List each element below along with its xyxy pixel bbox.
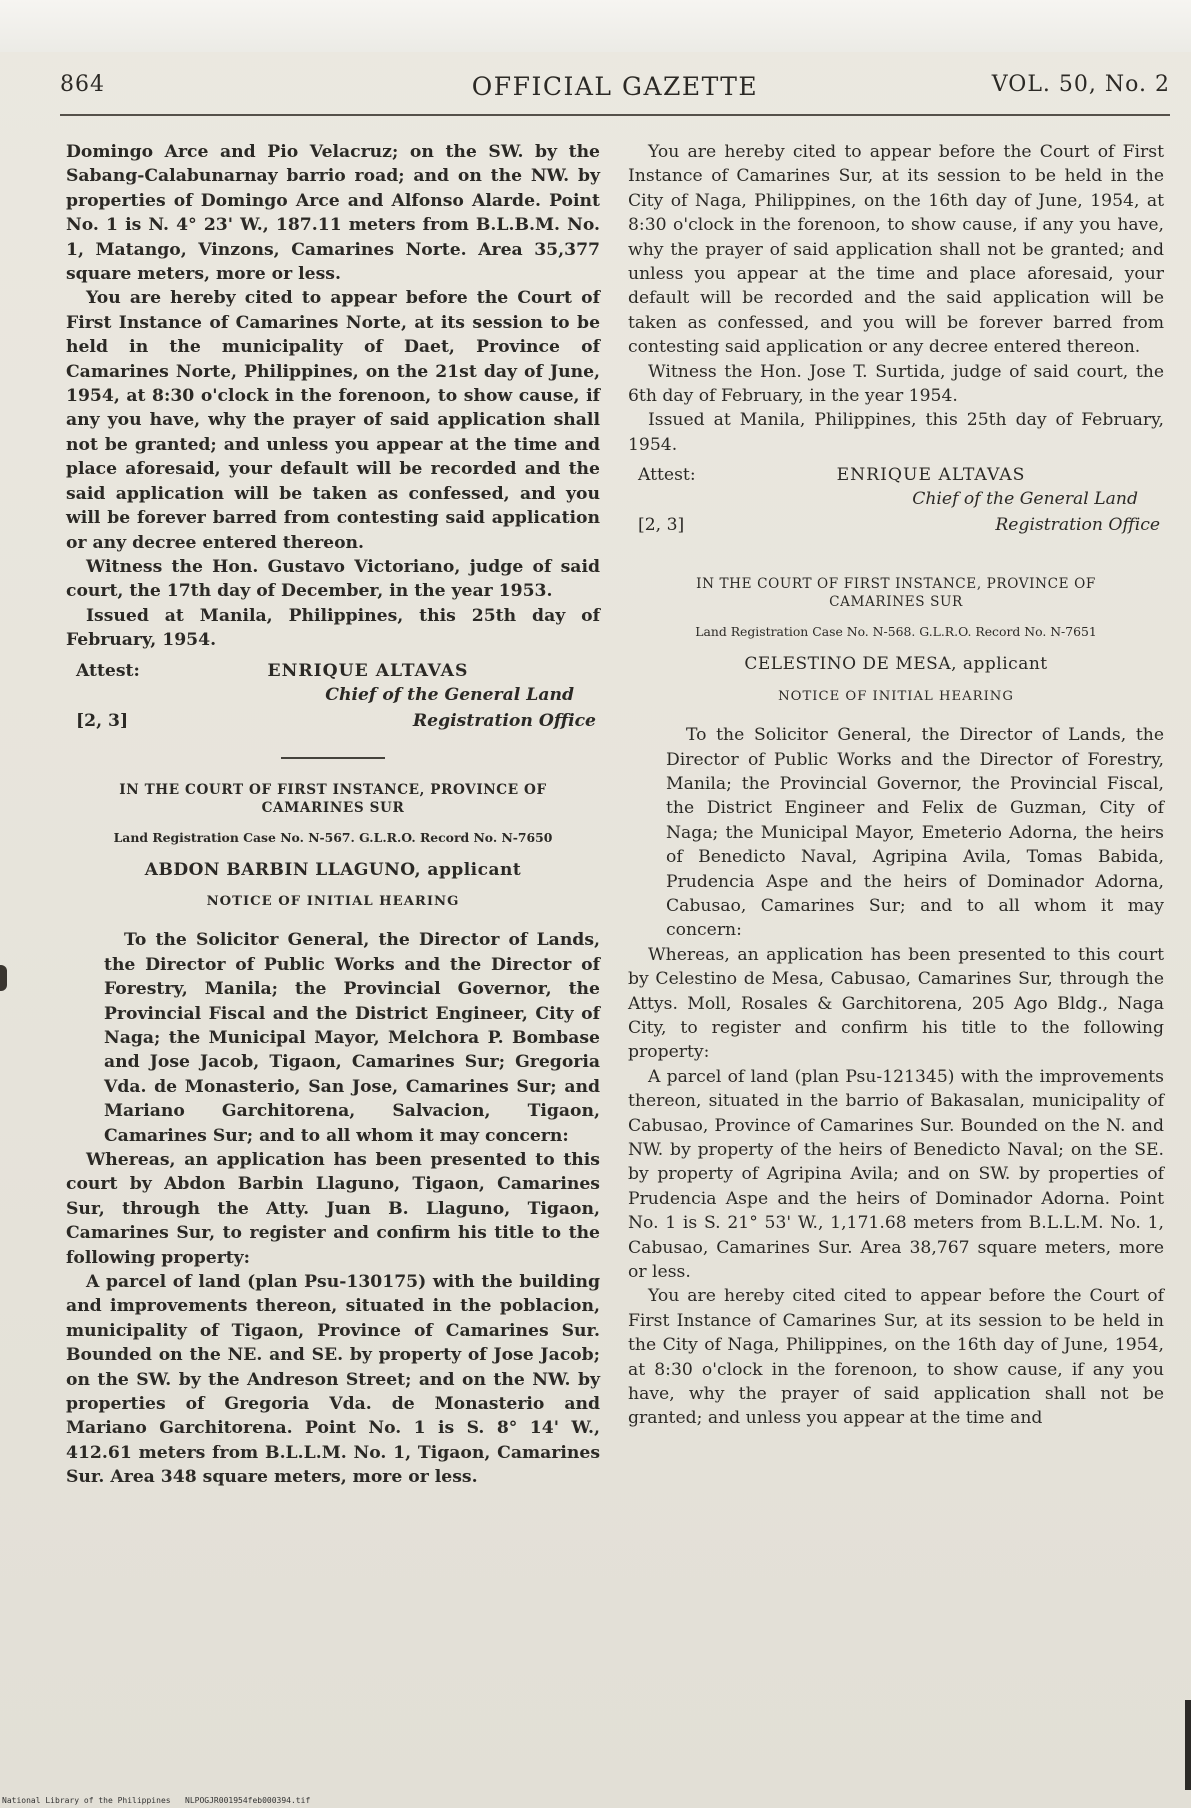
attest-name: ENRIQUE ALTAVAS <box>267 660 469 681</box>
attest-name: ENRIQUE ALTAVAS <box>836 465 1026 486</box>
notice-heading: NOTICE OF INITIAL HEARING <box>206 893 460 909</box>
attest-label: Attest: <box>638 465 696 486</box>
right-paragraph-1: You are hereby cited to appear before the Court of First Instance of Camarines Sur, at its session to be held in the City of Naga, Philippines, on the 16th day of June, 1954, at 8:30 o'clock in the forenoon, to show cause, if any you have, why the prayer of said application shall not be granted; and unless you appear at the time and place aforesaid, your default will be recorded and the said application will be taken as confessed, and you will be forever barred from contesting said application or any decree entered thereon. <box>628 142 1164 358</box>
header-rule <box>60 114 1170 116</box>
left-attest-block <box>66 659 600 739</box>
left-paragraph-3: Witness the Hon. Gustavo Victoriano, judge of said court, the 17th day of December, in the year 1953. <box>66 556 600 602</box>
right-attest-block <box>628 463 1164 543</box>
left-column <box>66 140 600 1490</box>
footer-file: NLPOGJR001954feb000394.tif <box>185 1796 311 1805</box>
scan-binding-mark <box>0 965 7 991</box>
page-header <box>60 68 1170 108</box>
left-paragraph-1: Domingo Arce and Pio Velacruz; on the SW. by the Sabang-Calabunarnay barrio road; and on the NW. by properties of Domingo Arce and Alfonso Alarde. Point No. 1 is N. 4° 23' W., 187.11 meters from B.L.B.M. No. 1, Matango, Vinzons, Camarines Norte. Area 35,377 square meters, more or less. <box>66 142 600 285</box>
issue-tag: [2, 3] <box>638 515 685 536</box>
page-number: 864 <box>60 72 105 97</box>
attest-role-line-1: Chief of the General Land <box>325 684 574 705</box>
scan-top-margin <box>0 0 1191 52</box>
applicant-name: CELESTINO DE MESA, applicant <box>744 654 1048 675</box>
notice-heading: NOTICE OF INITIAL HEARING <box>778 688 1014 704</box>
addressees: To the Solicitor General, the Director of Lands, the Director of Public Works and the Director of Forestry, Manila; the Provincial Governor, the Provincial Fiscal and the District Engineer, City of Naga; the Municipal Mayor, Melchora P. Bombase and Jose Jacob, Tigaon, Camarines Sur; Gregoria Vda. de Monasterio, San Jose, Camarines Sur; and Mariano Garchitorena, Salvacion, Tigaon, Camarines Sur; and to all whom it may concern: <box>104 930 600 1146</box>
attest-role-line-1: Chief of the General Land <box>912 489 1138 510</box>
issue-tag: [2, 3] <box>76 710 129 731</box>
right-paragraph-5: A parcel of land (plan Psu-121345) with the improvements thereon, situated in the barrio of Bakasalan, municipality of Cabusao, Province of Camarines Sur. Bounded on the N. and NW. by property of the heirs of Benedicto Naval; on the SE. by property of Agripina Avila; and on SW. by properties of Prudencia Aspe and the heirs of Dominador Adorna. Point No. 1 is S. 21° 53' W., 1,171.68 meters from B.L.L.M. No. 1, Cabusao, Camarines Sur. Area 38,767 square meters, more or less. <box>628 1066 1164 1283</box>
attest-role-line-2: Registration Office <box>412 710 596 731</box>
applicant-name: ABDON BARBIN LLAGUNO, applicant <box>144 859 522 880</box>
right-column <box>628 140 1164 1431</box>
left-paragraph-2: You are hereby cited to appear before the Court of First Instance of Camarines Norte, at its session to be held in the municipality of Daet, Province of Camarines Norte, Philippines, on the 21st day of June, 1954, at 8:30 o'clock in the forenoon, to show cause, if any you have, why the prayer of said application shall not be granted; and unless you appear at the time and place aforesaid, your default will be recorded and the said application will be taken as confessed, and you will be forever barred from contesting said application or any decree entered thereon. <box>66 288 600 553</box>
right-paragraph-2: Witness the Hon. Jose T. Surtida, judge of said court, the 6th day of February, in the year 1954. <box>628 361 1164 407</box>
case-reference: Land Registration Case No. N-568. G.L.R.O. Record No. N-7651 <box>695 624 1097 640</box>
left-paragraph-4: Issued at Manila, Philippines, this 25th day of February, 1954. <box>66 605 600 651</box>
right-paragraph-3: Issued at Manila, Philippines, this 25th day of February, 1954. <box>628 410 1164 455</box>
right-paragraph-6: You are hereby cited cited to appear before the Court of First Instance of Camarines Sur, at its session to be held in the City of Naga, Philippines, on the 16th day of June, 1954, at 8:30 o'clock in the forenoon, to show cause, if any you have, why the prayer of said application shall not be granted; and unless you appear at the time and <box>628 1286 1164 1429</box>
left-paragraph-5: Whereas, an application has been presented to this court by Abdon Barbin Llaguno, Tigaon, Camarines Sur, through the Atty. Juan B. Llaguno, Tigaon, Camarines Sur, to register and confirm his title to the following property: <box>66 1150 600 1268</box>
scan-footer <box>2 1796 310 1805</box>
court-heading: IN THE COURT OF FIRST INSTANCE, PROVINCE OF CAMARINES SUR <box>696 576 1096 611</box>
attest-label: Attest: <box>76 660 140 681</box>
footer-source: National Library of the Philippines <box>2 1796 171 1805</box>
addressees: To the Solicitor General, the Director of Lands, the Director of Public Works and the Director of Forestry, Manila; the Provincial Governor, the Provincial Fiscal, the District Engineer and Felix de Guzman, City of Naga; the Municipal Mayor, Emeterio Adorna, the heirs of Benedicto Naval, Agripina Avila, Tomas Babida, Prudencia Aspe and the heirs of Dominador Adorna, Cabusao, Camarines Sur; and to all whom it may concern: <box>666 725 1164 941</box>
left-paragraph-6: A parcel of land (plan Psu-130175) with the building and improvements thereon, situated in the poblacion, municipality of Tigaon, Province of Camarines Sur. Bounded on the NE. and SE. by property of Jose Jacob; on the SW. by the Andreson Street; and on the NW. by properties of Gregoria Vda. de Monasterio and Mariano Garchitorena. Point No. 1 is S. 8° 14' W., 412.61 meters from B.L.L.M. No. 1, Tigaon, Camarines Sur. Area 348 square meters, more or less. <box>66 1272 600 1488</box>
publication-title: OFFICIAL GAZETTE <box>471 72 759 101</box>
scan-edge-mark <box>1185 1700 1191 1790</box>
court-heading: IN THE COURT OF FIRST INSTANCE, PROVINCE OF CAMARINES SUR <box>119 781 547 816</box>
attest-role-line-2: Registration Office <box>995 515 1160 536</box>
volume-number: VOL. 50, No. 2 <box>991 72 1170 97</box>
case-reference: Land Registration Case No. N-567. G.L.R.O. Record No. N-7650 <box>113 829 553 845</box>
section-separator <box>281 757 385 759</box>
right-paragraph-4: Whereas, an application has been presented to this court by Celestino de Mesa, Cabusao, Camarines Sur, through the Attys. Moll, Rosales & Garchitorena, 205 Ago Bldg., Naga City, to register and confirm his title to the following property: <box>628 944 1164 1063</box>
